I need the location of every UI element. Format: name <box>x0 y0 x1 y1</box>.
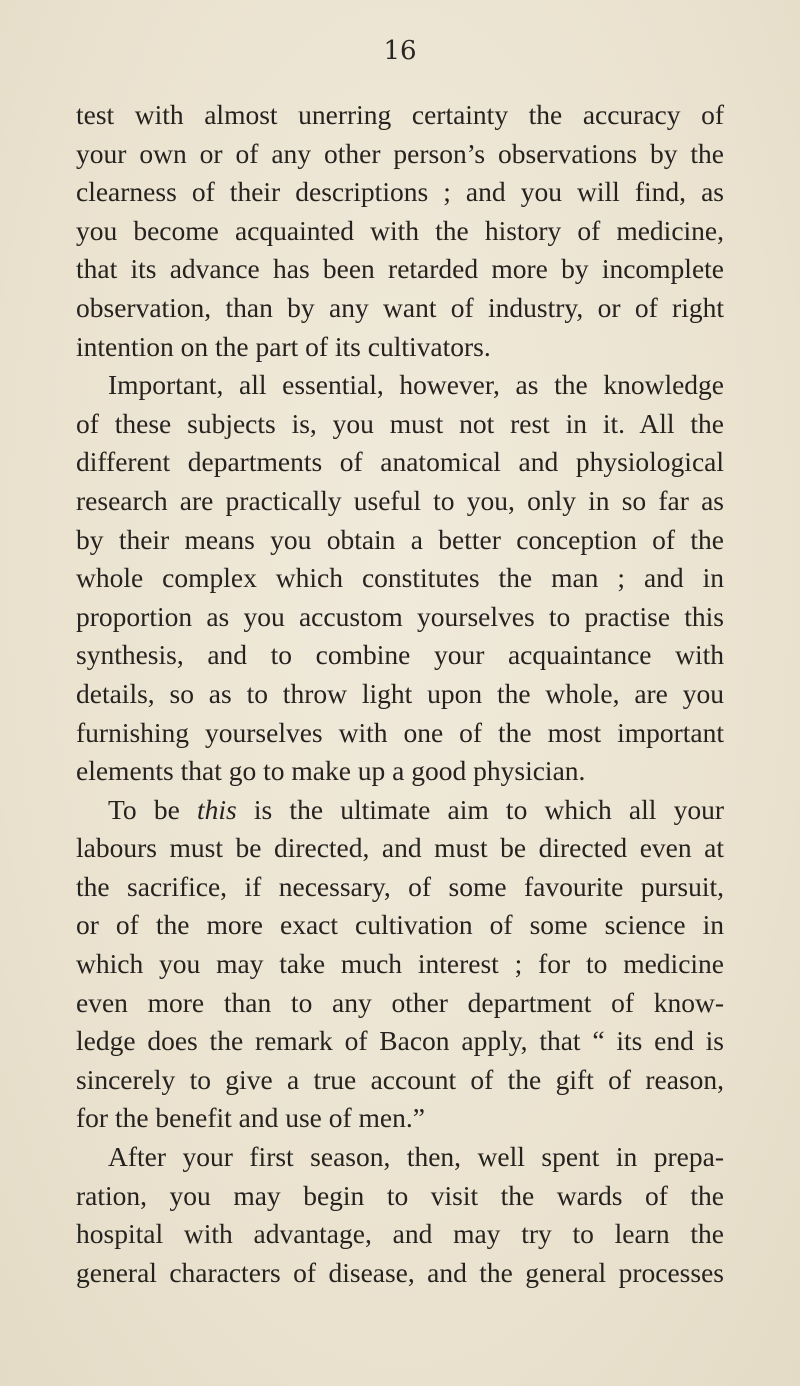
text-line: labours must be directed, and must be directed even at <box>76 832 724 864</box>
text-line: sincerely to give a true account of the gift of reason, <box>76 1063 724 1095</box>
text-line: your own or of any other person’s observations by the <box>76 137 724 169</box>
text-line: synthesis, and to combine your acquaintance with <box>76 639 724 671</box>
text-line: Important, all essential, however, as the knowledge <box>108 369 724 401</box>
text-line: proportion as you accustom yourselves to practise this <box>76 600 724 632</box>
page-number: 16 <box>383 36 417 66</box>
text-line: for the benefit and use of men.” <box>76 1102 425 1134</box>
text-line: observation, than by any want of industry, or of right <box>76 291 724 323</box>
paragraph <box>76 366 724 791</box>
text-run: is the ultimate aim to which all your <box>236 793 724 825</box>
paragraph <box>76 1138 724 1292</box>
paragraph <box>76 96 724 366</box>
emphasized-word: this <box>196 793 237 825</box>
text-line: test with almost unerring certainty the accuracy of <box>76 99 724 130</box>
text-line: elements that go to make up a good physician. <box>76 755 586 787</box>
text-line: details, so as to throw light upon the whole, are you <box>76 677 724 709</box>
text-line: hospital with advantage, and may try to learn the <box>76 1218 724 1250</box>
text-line: of these subjects is, you must not rest in it. All the <box>76 407 724 439</box>
text-line: different departments of anatomical and physiological <box>76 446 724 478</box>
paragraph <box>76 791 724 1138</box>
text-line: the sacrifice, if necessary, of some favourite pursuit, <box>76 870 724 902</box>
text-line: you become acquainted with the history of medicine, <box>76 214 724 246</box>
text-line: or of the more exact cultivation of some science in <box>76 909 724 941</box>
text-line: furnishing yourselves with one of the most important <box>76 716 724 748</box>
text-line: that its advance has been retarded more by incomplete <box>76 253 724 285</box>
text-line: research are practically useful to you, only in so far as <box>76 484 724 516</box>
text-line: ration, you may begin to visit the wards of the <box>76 1179 724 1211</box>
text-line: clearness of their descriptions ; and you will find, as <box>76 176 724 208</box>
text-line: by their means you obtain a better conception of the <box>76 523 724 555</box>
text-line <box>76 791 724 830</box>
page-body <box>76 96 724 1292</box>
text-line: even more than to any other department of know- <box>76 986 724 1018</box>
text-line: whole complex which constitutes the man ; and in <box>76 562 724 594</box>
text-line: intention on the part of its cultivators. <box>76 330 491 362</box>
text-line: ledge does the remark of Bacon apply, that “ its end is <box>76 1025 724 1057</box>
text-line: general characters of disease, and the general processes <box>76 1256 724 1288</box>
text-line: After your first season, then, well spent in prepa- <box>108 1141 724 1173</box>
text-line: which you may take much interest ; for to medicine <box>76 948 724 980</box>
text-run: To be <box>108 793 197 825</box>
